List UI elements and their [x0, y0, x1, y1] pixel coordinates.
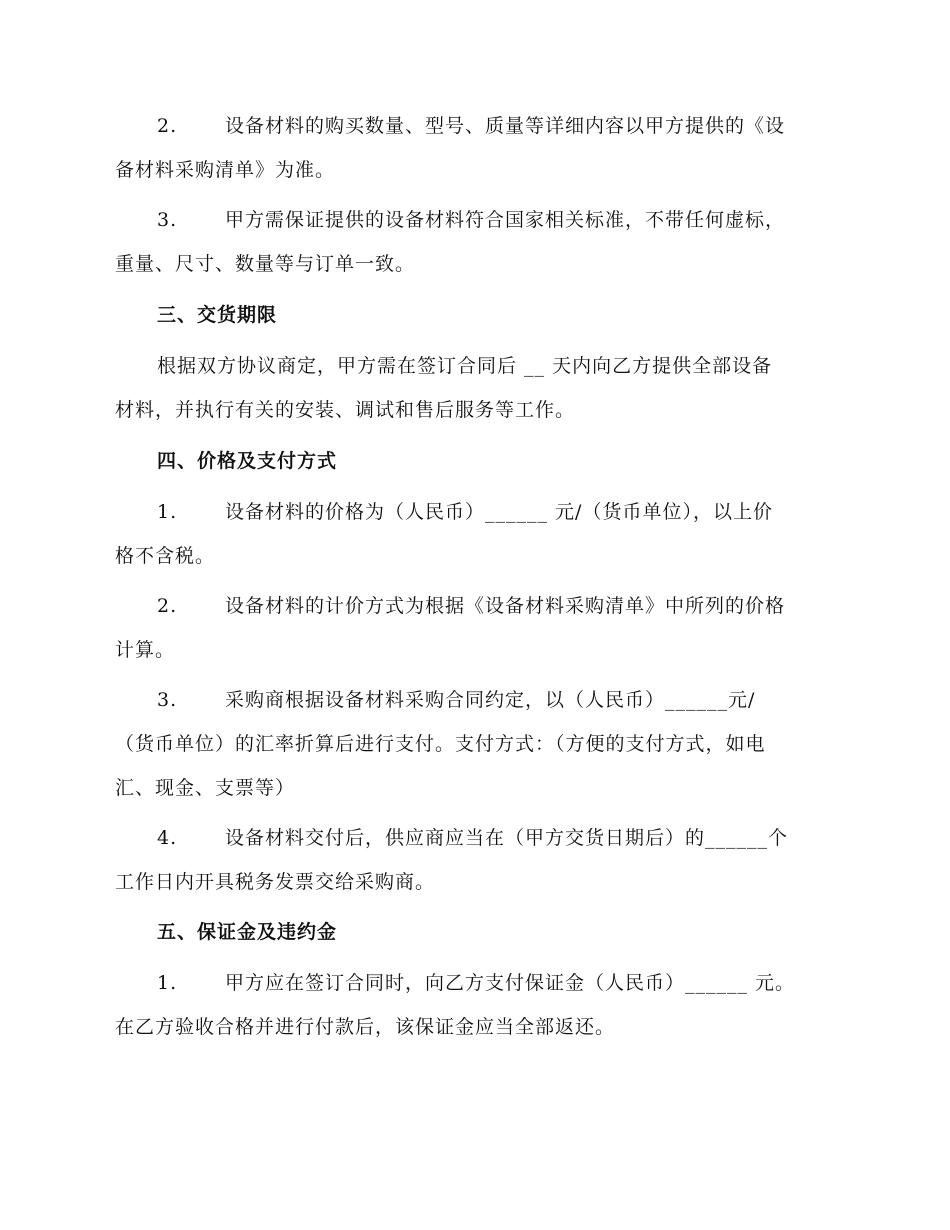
list-number: 2. — [157, 595, 178, 617]
paragraph-text: 设备材料的价格为（人民币）______ 元/（货币单位），以上价 — [225, 501, 773, 523]
paragraph-line — [115, 592, 835, 620]
paragraph-line: 汇、现金、支票等） — [115, 777, 296, 799]
section-title: 三、交货期限 — [157, 304, 278, 326]
paragraph-line: （货币单位）的汇率折算后进行支付。支付方式：（方便的支付方式，如电 — [115, 733, 766, 755]
paragraph-line — [115, 824, 835, 852]
section-title: 四、价格及支付方式 — [157, 450, 338, 472]
list-number: 1. — [157, 501, 178, 523]
paragraph-s4-item-4 — [115, 824, 835, 896]
list-number: 3. — [157, 209, 178, 231]
paragraph-text: 设备材料交付后，供应商应当在（甲方交货日期后）的______个 — [225, 827, 789, 849]
paragraph-line: 在乙方验收合格并进行付款后，该保证金应当全部返还。 — [115, 1016, 616, 1038]
paragraph-line — [115, 498, 835, 526]
paragraph-item-2 — [115, 112, 835, 184]
paragraph-s4-item-1 — [115, 498, 835, 570]
paragraph-text: 采购商根据设备材料采购合同约定，以（人民币）______元/ — [225, 689, 756, 711]
list-number: 1. — [157, 972, 178, 994]
paragraph-delivery — [115, 352, 835, 424]
paragraph-line — [115, 686, 835, 714]
paragraph-text: 设备材料的计价方式为根据《设备材料采购清单》中所列的价格 — [225, 595, 786, 617]
paragraph-s5-item-1 — [115, 969, 835, 1041]
section-heading-3 — [115, 301, 835, 329]
list-number: 4. — [157, 827, 178, 849]
section-heading-5 — [115, 918, 835, 946]
paragraph-line: 工作日内开具税务发票交给采购商。 — [115, 871, 436, 893]
paragraph-line: 重量、尺寸、数量等与订单一致。 — [115, 253, 416, 275]
paragraph-text: 设备材料的购买数量、型号、质量等详细内容以甲方提供的《设 — [225, 115, 786, 137]
list-number: 2. — [157, 115, 178, 137]
section-title: 五、保证金及违约金 — [157, 921, 338, 943]
paragraph-s4-item-2 — [115, 592, 835, 664]
section-heading-4 — [115, 447, 835, 475]
paragraph-line: 备材料采购清单》为准。 — [115, 159, 336, 181]
paragraph-line — [115, 206, 835, 234]
paragraph-line — [115, 969, 835, 997]
paragraph-line: 格不含税。 — [115, 545, 216, 567]
paragraph-line — [115, 112, 835, 140]
paragraph-text: 甲方需保证提供的设备材料符合国家相关标准，不带任何虚标， — [225, 209, 786, 231]
paragraph-line: 材料，并执行有关的安装、调试和售后服务等工作。 — [115, 399, 576, 421]
paragraph-s4-item-3 — [115, 686, 835, 802]
paragraph-item-3 — [115, 206, 835, 278]
paragraph-text: 甲方应在签订合同时，向乙方支付保证金（人民币）______ 元。 — [225, 972, 796, 994]
paragraph-line: 根据双方协议商定，甲方需在签订合同后 __ 天内向乙方提供全部设备 — [157, 355, 773, 377]
list-number: 3. — [157, 689, 178, 711]
paragraph-line: 计算。 — [115, 639, 176, 661]
